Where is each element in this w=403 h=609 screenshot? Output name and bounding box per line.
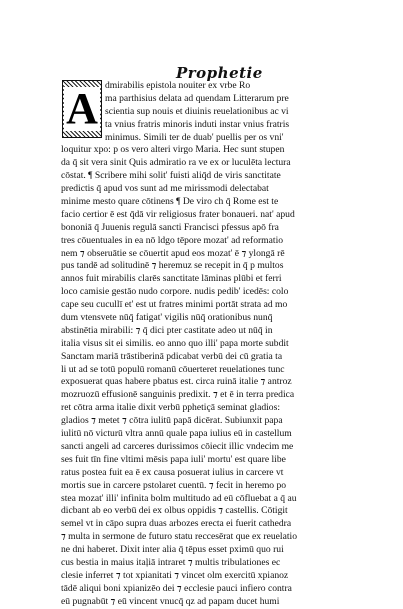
text-line: ta vnius fratris minoris induti instar vnius fratris: [105, 118, 290, 130]
text-line: loco camisie gestāo nudo corpore. nudis pedib' icedēs: colo: [61, 286, 289, 298]
body-text: [61, 80, 342, 609]
text-line: abstinētia mirabili: ⁊ q̄ dici pter castitate adeo ut nūq̄ in: [61, 324, 273, 336]
page-heading: Prophetie: [176, 64, 263, 82]
text-line: clesie inferret ⁊ tot xpianitati ⁊ vincet olm exercitū xpianoz: [61, 569, 289, 581]
text-line: tres cōuentuales in ea nō ldgo tēpore mozat' ad reformatio: [61, 234, 284, 246]
text-line: minimus. Simili ter de duab' puellis per os vni': [105, 131, 284, 143]
initial-letter: A: [66, 84, 98, 133]
text-line: ratus postea fuit ea ē ex causa posuerat iulius in carcere vt: [61, 466, 284, 478]
text-line: ⁊ multa in sermone de futuro statu reccesērat que ex reuelatio: [61, 531, 297, 543]
text-line: ret cōtra arma italie dixit verbū pphetiçā seminat gladios:: [61, 402, 280, 414]
text-line: cape seu cucullī et' est ut fratres minimi portāt strata ad mo: [61, 299, 288, 311]
text-line: exposuerat quas habere pbatus est. circa ruinā italie ⁊ antroz: [61, 376, 292, 388]
text-line: loquitur xpo: p os vero alteri virgo Maria. Hec sunt stupen: [61, 144, 285, 156]
text-line: ses fuit tīn fine vltimi mēsis papa iuli' mortu' est quare libe: [61, 453, 286, 465]
text-line: dicbant ab eo verbū dei ex olbus oppidis ⁊ castellis. Cōtigit: [61, 505, 288, 517]
text-line: gladios ⁊ metet ⁊ cōtra iulitū papā dicērat. Subiunxit papa: [61, 415, 283, 427]
text-line: stea mozat' illi' infinita bolm multitudo ad eū cōfluebat a q̄ au: [61, 492, 297, 504]
text-line: bononiā q̄ Juuenis regulā sancti Francisci pfessus apō fra: [61, 221, 279, 233]
text-line: annos fuit mirabilis clarēs sanctitate lāminas plūbi et ferri: [61, 273, 282, 285]
text-line: scientia sup nouis et diuinis reuelationibus ac vi: [105, 105, 289, 117]
text-line: facio certior ē est q̄dā vir religiosus frater bonaueri. nat' apud: [61, 208, 295, 220]
text-line: tādē aliqui boni xpianizēo dei ⁊ ecclesie pauci infiero contra: [61, 582, 292, 594]
text-line: dum vtensvete nūq̄ fatigat' vigilis nūq̄ orationibus nunq̄: [61, 312, 273, 324]
text-line: Sanctam mariā trāstiberinā pdicabat verbū dei cū gratia ta: [61, 350, 283, 362]
text-line: cōstat. ¶ Scribere mihi solit' fuisti aliq̄d de viris sanctitate: [61, 170, 281, 182]
text-line: predictis q̄ apud vos sunt ad me mirissmodi delectabat: [61, 183, 269, 195]
text-line: iulitū nō victurū vltra annū quale papa iulius eū in castellum: [61, 428, 292, 440]
text-line: eū pugnabūt ⁊ eū vincent vnucq̄ qz ad papam ducet humi: [61, 595, 280, 607]
text-line: sancti angeli ad carceres durissimos cōiecit illic vndecim me: [61, 440, 294, 452]
text-line: dmirabilis epistola nouiter ex vrbe Ro: [105, 80, 251, 91]
text-line: li ut ad se totū populū romanū cōuerteret reuelationes tunc: [61, 363, 285, 375]
text-line: mozruozū effusionē sanguinis predixit. ⁊ et ē in terra predica: [61, 389, 295, 401]
text-line: ne dni haberet. Dixit inter alia q̄ tēpus esset pximū quo rui: [61, 544, 284, 556]
text-line: minime mesto quare cōtinens ¶ De viro ch q̄ Rome est te: [61, 196, 279, 208]
text-line: pus tandē ad solitudinē ⁊ heremuz se recepit in q̄ p multos: [61, 260, 284, 272]
text-line: semel vt in cāpo supra duas arbozes erecta ei fuerit cathedra: [61, 518, 292, 530]
text-line: cus bestia in maius itaļiā intraret ⁊ multis tribulationes ec: [61, 556, 281, 568]
text-line: da q̄ sit vera sinit Quis admiratio ra ve ex or luculēta lectura: [61, 157, 291, 169]
text-line: mortis sue in carcere pstolaret cuentū. ⁊ fecit in heremo po: [61, 479, 287, 491]
text-line: italia visus sit ei similis. eo anno quo illi' papa morte subdit: [61, 337, 289, 349]
text-line: ma parthisius delata ad quendam Litterarum pre: [105, 92, 289, 104]
text-line: nem ⁊ obseruātie se cōuertit apud eos mozat' ē ⁊ ylongā rē: [61, 247, 285, 259]
